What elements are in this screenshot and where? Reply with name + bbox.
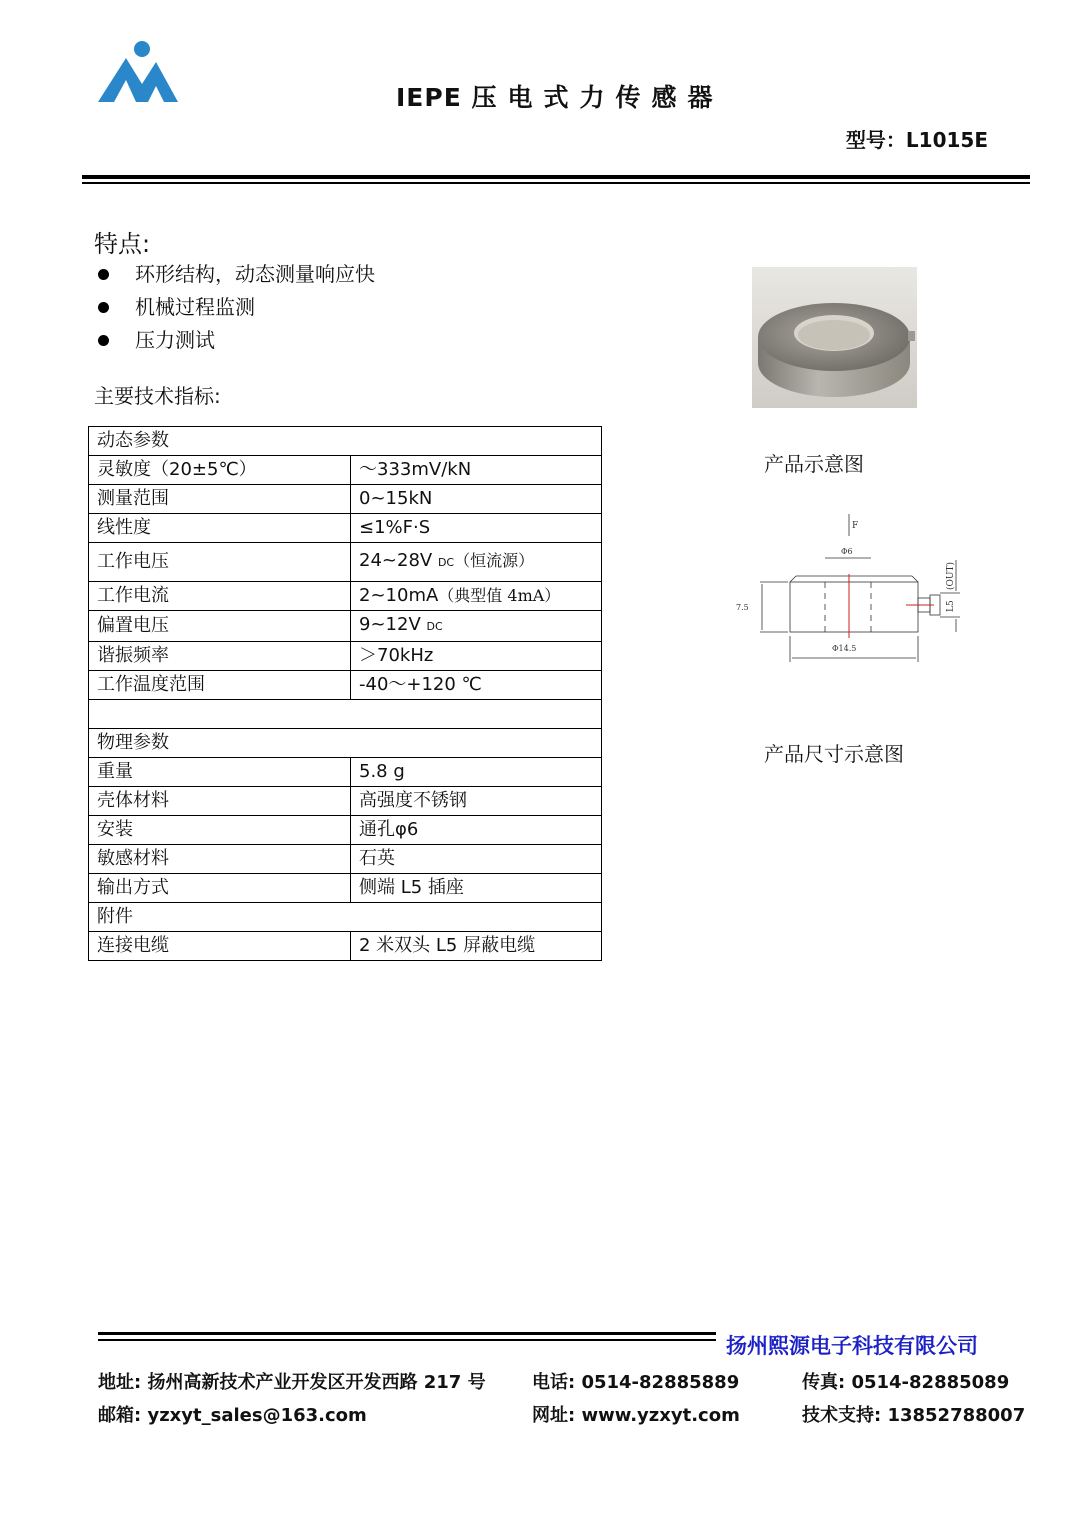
drawing-caption: 产品尺寸示意图 [764,742,904,766]
bullet-icon [98,335,109,346]
company-logo [96,40,180,104]
diameter-label: Φ14.5 [832,644,857,653]
features-heading: 特点: [94,230,151,258]
table-row: 工作电流 2~10mA（典型值 4mA） [89,582,602,611]
height-label: 7.5 [736,603,749,612]
table-row: 安装 通孔φ6 [89,816,602,845]
table-row: 壳体材料 高强度不锈钢 [89,787,602,816]
footer-rule-thin [98,1339,716,1341]
phone: 电话: 0514-82885889 [532,1372,740,1393]
table-row: 敏感材料 石英 [89,845,602,874]
table-row: 输出方式 侧端 L5 插座 [89,874,602,903]
section-physical: 物理参数 [89,729,602,758]
table-section-row [89,729,602,758]
table-spacer-row [89,700,602,729]
table-row: 线性度 ≤1%F·S [89,514,602,543]
list-item: 机械过程监测 [96,291,375,324]
table-section-row [89,903,602,932]
table-row: 谐振频率 ＞70kHz [89,642,602,671]
out-label: (OUT) [946,562,956,590]
product-photo [752,267,917,408]
page-title: IEPE 压电式力传感器 [396,83,724,112]
bullet-icon [98,269,109,280]
header-rule-thin [82,182,1030,184]
dimension-drawing [730,510,970,670]
header-rule [82,175,1030,179]
force-label: F [852,521,859,531]
fax: 传真: 0514-82885089 [802,1372,1010,1393]
specs-heading: 主要技术指标: [94,384,221,408]
table-section-row [89,427,602,456]
features-list [96,258,375,357]
table-row: 测量范围 0~15kN [89,485,602,514]
spec-table [88,426,602,961]
table-row: 灵敏度（20±5℃） ～333mV/kN [89,456,602,485]
section-dynamic: 动态参数 [89,427,602,456]
connector-label: L5 [946,600,956,612]
list-item: 压力测试 [96,324,375,357]
photo-caption: 产品示意图 [764,452,864,476]
table-row: 连接电缆 2 米双头 L5 屏蔽电缆 [89,932,602,961]
support-phone: 技术支持: 13852788007 [802,1405,1026,1426]
table-row: 偏置电压 9~12V DC [89,611,602,642]
table-row: 工作温度范围 -40～+120 ℃ [89,671,602,700]
company-name: 扬州熙源电子科技有限公司 [726,1334,978,1358]
email: 邮箱: yzxyt_sales@163.com [98,1405,367,1426]
section-accessory: 附件 [89,903,602,932]
bullet-icon [98,302,109,313]
hole-label: Φ6 [841,547,853,556]
list-item: 环形结构，动态测量响应快 [96,258,375,291]
table-row: 工作电压 24~28V DC（恒流源） [89,543,602,582]
model-number: 型号：L1015E [845,128,988,152]
footer-rule [98,1332,716,1335]
website: 网址: www.yzxyt.com [532,1405,740,1426]
address: 地址: 扬州高新技术产业开发区开发西路 217 号 [98,1372,486,1393]
table-row: 重量 5.8 g [89,758,602,787]
